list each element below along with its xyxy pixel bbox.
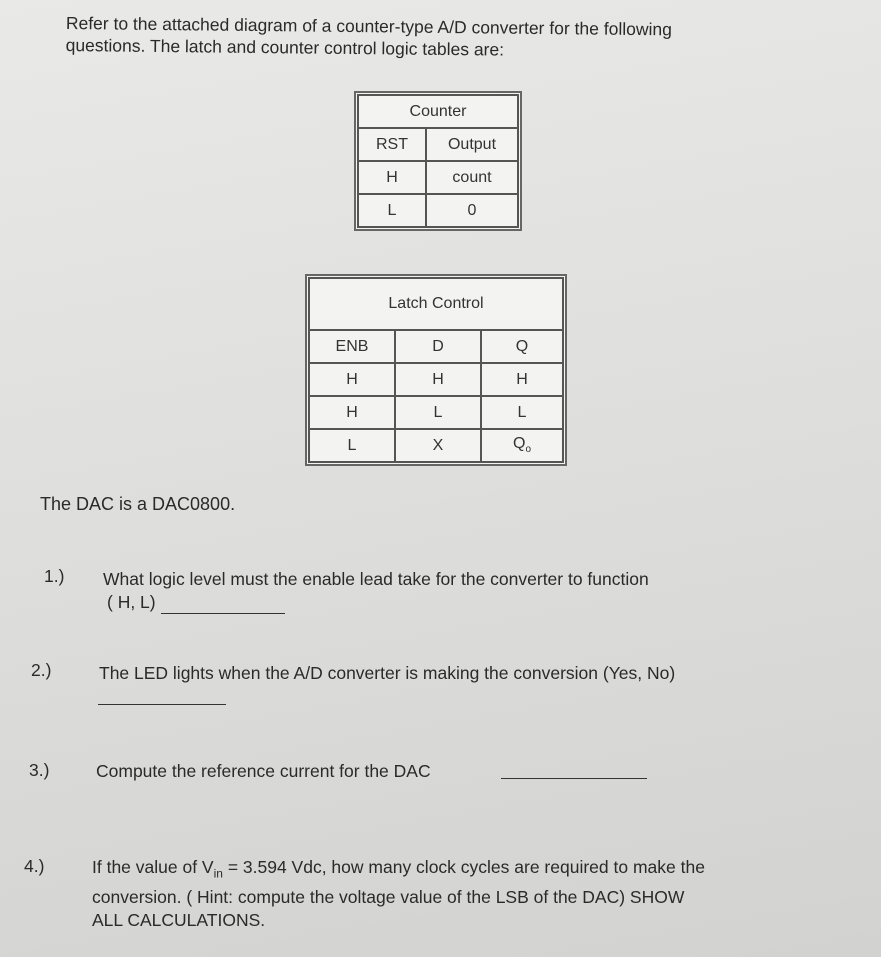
question-1-number: 1.) [44,566,65,586]
latch-cell: L [309,429,395,462]
question-4-vin-subscript: in [213,866,223,881]
counter-title: Counter [358,95,518,128]
question-4-pre: If the value of V [92,857,214,877]
question-2-number: 2.) [31,660,52,680]
question-3-number: 3.) [29,760,50,780]
intro-line-1: Refer to the attached diagram of a counter-type A/D converter for the following [65,12,672,40]
answer-blank-3[interactable] [501,762,647,779]
latch-cell: H [309,363,395,396]
question-1 [103,568,649,614]
counter-table [354,91,522,231]
latch-cell: H [481,363,563,396]
latch-cell-q0 [481,429,563,462]
question-1-choices: ( H, L) [107,592,156,612]
counter-cell: H [358,161,426,194]
latch-cell: L [395,396,481,429]
question-2: The LED lights when the A/D converter is making the conversion (Yes, No) [99,663,676,683]
intro-line-2: questions. The latch and counter control logic tables are: [65,34,505,60]
counter-header-output: Output [426,128,518,161]
counter-cell: L [358,194,426,227]
question-1-line-1: What logic level must the enable lead take for the converter to function [103,569,649,589]
question-4 [92,856,852,932]
question-4-line-2: conversion. ( Hint: compute the voltage value of the LSB of the DAC) SHOW [92,886,685,907]
latch-control-table [305,274,567,466]
counter-header-rst: RST [358,128,426,161]
question-4-post: = 3.594 Vdc, how many clock cycles are required to make the [222,857,705,877]
latch-q0-base: Q [512,435,526,453]
latch-header-q: Q [481,330,563,363]
latch-title: Latch Control [309,278,563,330]
latch-header-d: D [395,330,481,363]
answer-blank-1[interactable] [161,613,285,614]
latch-header-enb: ENB [309,330,395,363]
counter-cell: count [426,161,518,194]
question-4-line-3: ALL CALCULATIONS. [92,909,266,930]
latch-cell: L [481,396,563,429]
latch-cell: H [395,363,481,396]
latch-cell: X [395,429,481,462]
latch-cell: H [309,396,395,429]
question-3: Compute the reference current for the DAC [96,761,431,781]
question-1-line-2 [103,591,649,614]
dac-note: The DAC is a DAC0800. [40,494,236,514]
intro-paragraph [66,12,766,63]
question-4-line-1 [92,856,852,886]
counter-cell: 0 [426,194,518,227]
latch-q0-subscript: o [525,444,531,456]
question-4-number: 4.) [24,856,45,876]
answer-blank-2[interactable] [98,690,226,705]
